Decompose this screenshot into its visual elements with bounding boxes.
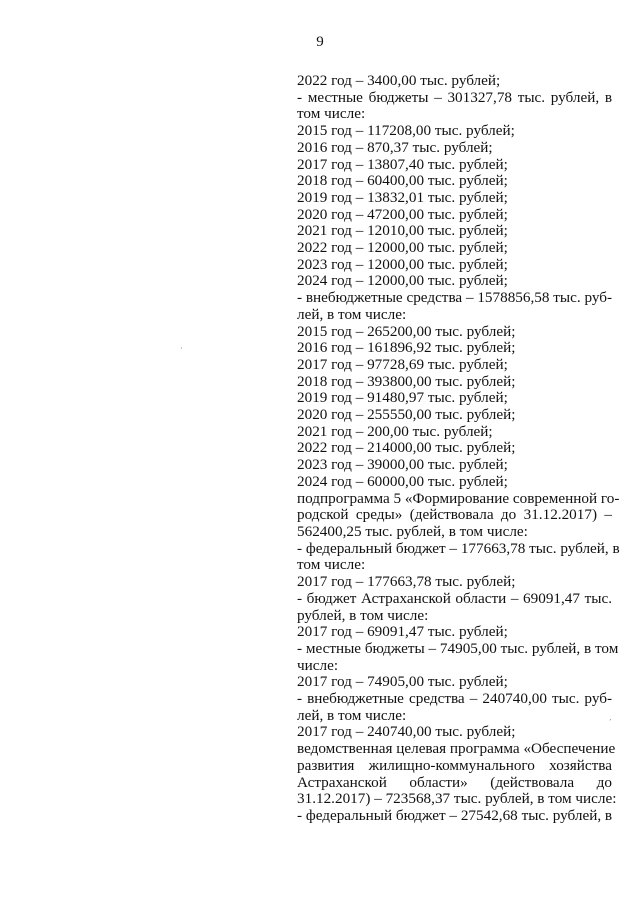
text-line: 2017 год – 13807,40 тыс. рублей;	[297, 155, 508, 173]
text-line: 2015 год – 117208,00 тыс. рублей;	[297, 122, 515, 140]
text-line: 2018 год – 60400,00 тыс. рублей;	[297, 172, 508, 190]
text-line: рублей, в том числе:	[297, 606, 429, 624]
text-line: развития жилищно-коммунального хозяйства	[297, 756, 612, 774]
text-line: 2024 год – 12000,00 тыс. рублей;	[297, 272, 508, 290]
text-line: 2019 год – 13832,01 тыс. рублей;	[297, 188, 508, 206]
text-line: - местные бюджеты – 301327,78 тыс. рублей, в	[297, 88, 612, 106]
text-line: - федеральный бюджет – 27542,68 тыс. рублей, в	[297, 806, 613, 824]
scan-mark: ˊ	[609, 718, 612, 727]
text-line: 31.12.2017) – 723568,37 тыс. рублей, в том числе:	[297, 790, 617, 808]
text-line: 2021 год – 200,00 тыс. рублей;	[297, 422, 493, 440]
text-line: 2022 год – 12000,00 тыс. рублей;	[297, 239, 508, 257]
text-line: том числе:	[297, 105, 366, 123]
text-line: - бюджет Астраханской области – 69091,47 тыс.	[297, 589, 612, 607]
text-line: 2022 год – 3400,00 тыс. рублей;	[297, 72, 501, 89]
text-line: 2022 год – 214000,00 тыс. рублей;	[297, 439, 516, 457]
text-line: 2019 год – 91480,97 тыс. рублей;	[297, 389, 508, 407]
text-line: числе:	[297, 656, 339, 674]
text-line: лей, в том числе:	[297, 706, 407, 724]
page-number: 9	[316, 34, 324, 50]
text-line: 2017 год – 240740,00 тыс. рублей;	[297, 723, 516, 741]
text-line: 2017 год – 74905,00 тыс. рублей;	[297, 673, 508, 691]
text-line: 2020 год – 47200,00 тыс. рублей;	[297, 205, 508, 223]
text-line: 2021 год – 12010,00 тыс. рублей;	[297, 222, 508, 240]
text-line: 2023 год – 12000,00 тыс. рублей;	[297, 255, 508, 273]
text-line: 2017 год – 177663,78 тыс. рублей;	[297, 573, 516, 591]
text-line: - местные бюджеты – 74905,00 тыс. рублей, в том	[297, 639, 619, 657]
text-line: 2015 год – 265200,00 тыс. рублей;	[297, 322, 516, 340]
text-line: 2016 год – 161896,92 тыс. рублей;	[297, 339, 516, 357]
text-line: 2024 год – 60000,00 тыс. рублей;	[297, 472, 508, 490]
scan-mark: ·	[180, 344, 183, 353]
text-line: том числе:	[297, 556, 366, 574]
text-line: 562400,25 тыс. рублей, в том числе:	[297, 522, 528, 540]
text-line: 2018 год – 393800,00 тыс. рублей;	[297, 372, 516, 390]
text-line: 2017 год – 69091,47 тыс. рублей;	[297, 623, 508, 641]
document-body	[297, 72, 620, 825]
text-line: - внебюджетные средства – 240740,00 тыс. руб-	[297, 690, 612, 708]
text-line: лей, в том числе:	[297, 305, 407, 323]
text-line: Астраханской области» (действовала до	[297, 773, 612, 791]
text-line: ведомственная целевая программа «Обеспечение	[297, 740, 616, 758]
text-line: подпрограмма 5 «Формирование современной го-	[297, 489, 620, 507]
text-line: 2017 год – 97728,69 тыс. рублей;	[297, 355, 508, 373]
text-line: родской среды» (действовала до 31.12.2017) –	[297, 506, 612, 524]
text-line: - федеральный бюджет – 177663,78 тыс. рублей, в	[297, 539, 620, 557]
text-line: 2023 год – 39000,00 тыс. рублей;	[297, 456, 508, 474]
text-line: - внебюджетные средства – 1578856,58 тыс. руб-	[297, 289, 613, 307]
text-line: 2020 год – 255550,00 тыс. рублей;	[297, 406, 516, 424]
text-line: 2016 год – 870,37 тыс. рублей;	[297, 138, 493, 156]
